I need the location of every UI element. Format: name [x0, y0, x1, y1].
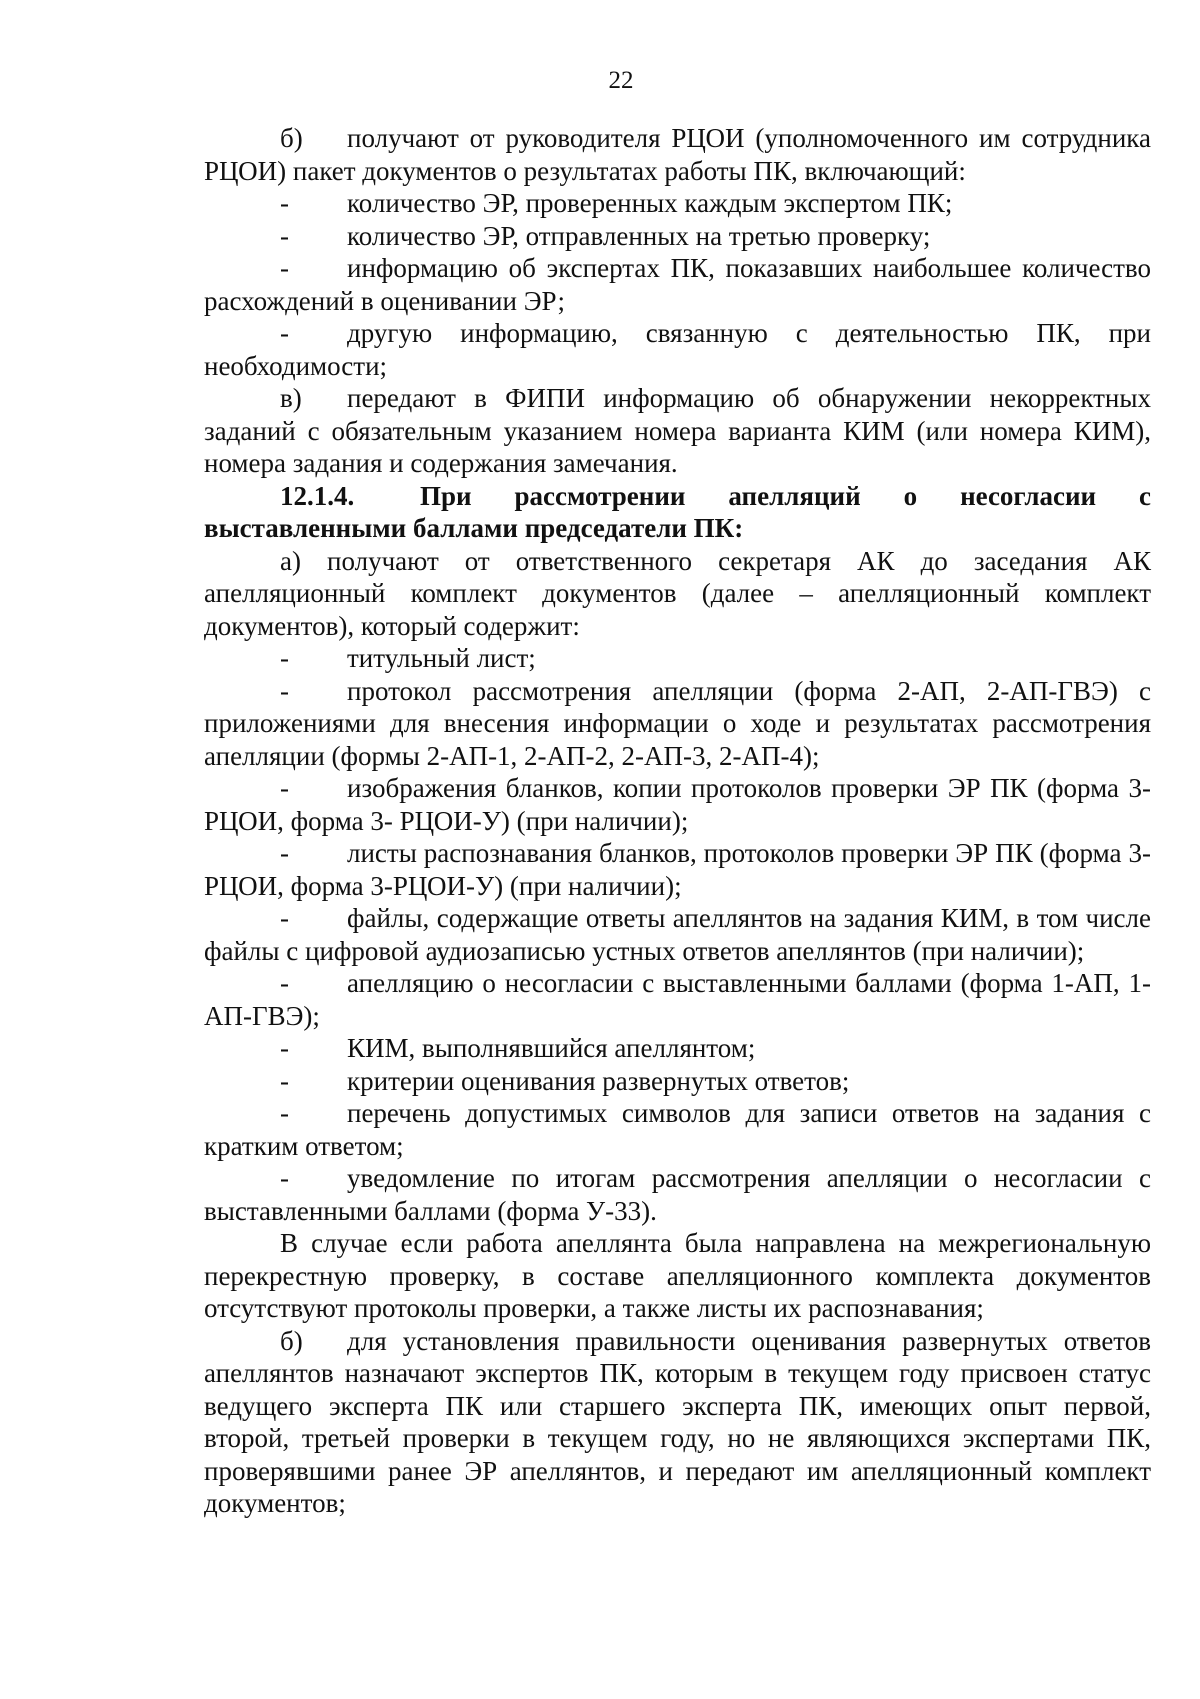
dash-marker: - [280, 188, 289, 218]
list-item-a [204, 545, 1151, 643]
item-text: информацию об экспертах ПК, показавших наибольшее количество расхождений в оценивании ЭР; [204, 253, 1151, 316]
document-body [204, 122, 1151, 1520]
dash-item [204, 837, 1151, 902]
page-number: 22 [608, 67, 634, 94]
dash-item [204, 1097, 1151, 1162]
section-number: 12.1.4. [280, 480, 355, 511]
dash-marker: - [280, 220, 289, 251]
item-text: файлы, содержащие ответы апеллянтов на задания КИМ, в том числе файлы с цифровой аудиозаписью устных ответов апеллянтов (при наличии); [204, 903, 1151, 966]
list-item-v [204, 382, 1151, 480]
dash-item [204, 187, 1151, 220]
item-text: получают от руководителя РЦОИ (уполномоченного им сотрудника РЦОИ) пакет документов о результатах работы ПК, включающий: [204, 123, 1151, 186]
dash-item [204, 1032, 1151, 1065]
item-text: уведомление по итогам рассмотрения апелляции о несогласии с выставленными баллами (форма У-33). [204, 1163, 1151, 1226]
item-text: а) получают от ответственного секретаря АК до заседания АК апелляционный комплект документов (далее – апелляционный комплект документов), который содержит: [204, 545, 1151, 641]
item-text: для установления правильности оценивания развернутых ответов апеллянтов назначают экспертов ПК, которым в текущем году присвоен статус ведущего эксперта ПК или старшего эксперта ПК, имеющих опыт первой, второй, третьей проверки в текущем году, но не являющихся экспертами ПК, проверявшими ранее ЭР апеллянтов, и передают им апелляционный комплект документов; [204, 1325, 1151, 1518]
list-item-b [204, 1325, 1151, 1520]
item-text: титульный лист; [347, 643, 536, 673]
item-text: листы распознавания бланков, протоколов проверки ЭР ПК (форма 3-РЦОИ, форма 3-РЦОИ-У) (при наличии); [204, 838, 1151, 901]
dash-marker: - [280, 773, 289, 803]
item-text: передают в ФИПИ информацию об обнаружении некорректных заданий с обязательным указанием номера варианта КИМ (или номера КИМ), номера задания и содержания замечания. [204, 383, 1151, 478]
section-heading [204, 480, 1151, 545]
item-text: критерии оценивания развернутых ответов; [347, 1065, 850, 1096]
paragraph-text: В случае если работа апеллянта была направлена на межрегиональную перекрестную проверку, в составе апелляционного комплекта документов отсутствуют протоколы проверки, а также листы их распознавания; [204, 1228, 1151, 1323]
dash-marker: - [280, 838, 289, 868]
dash-marker: - [280, 675, 289, 706]
dash-marker: - [280, 253, 289, 283]
dash-marker: - [280, 643, 289, 673]
dash-item [204, 642, 1151, 675]
dash-item [204, 317, 1151, 382]
dash-item [204, 220, 1151, 253]
dash-marker: - [280, 903, 289, 933]
item-text: изображения бланков, копии протоколов проверки ЭР ПК (форма 3-РЦОИ, форма 3- РЦОИ-У) (при наличии); [204, 773, 1151, 836]
item-text: количество ЭР, отправленных на третью проверку; [347, 220, 931, 251]
dash-marker: - [280, 1163, 289, 1193]
section-heading-text: При рассмотрении апелляций о несогласии с выставленными баллами председатели ПК: [204, 480, 1151, 543]
dash-item [204, 902, 1151, 967]
dash-marker: - [280, 1098, 289, 1128]
dash-item [204, 967, 1151, 1032]
item-text: КИМ, выполнявшийся апеллянтом; [347, 1033, 756, 1063]
dash-item [204, 772, 1151, 837]
item-marker: б) [280, 123, 303, 153]
item-text: количество ЭР, проверенных каждым экспертом ПК; [347, 188, 953, 218]
item-text: протокол рассмотрения апелляции (форма 2-АП, 2-АП-ГВЭ) с приложениями для внесения информации о ходе и результатах рассмотрения апелляции (формы 2-АП-1, 2-АП-2, 2-АП-3, 2-АП-4); [204, 675, 1151, 771]
item-marker: в) [280, 383, 302, 413]
dash-item [204, 1162, 1151, 1227]
dash-item [204, 252, 1151, 317]
dash-marker: - [280, 968, 289, 998]
item-marker: б) [280, 1325, 303, 1356]
dash-marker: - [280, 318, 289, 348]
dash-marker: - [280, 1033, 289, 1063]
dash-item [204, 675, 1151, 773]
item-text: апелляцию о несогласии с выставленными баллами (форма 1-АП, 1-АП-ГВЭ); [204, 968, 1151, 1031]
paragraph [204, 1227, 1151, 1325]
dash-marker: - [280, 1065, 289, 1096]
dash-item [204, 1065, 1151, 1098]
item-text: перечень допустимых символов для записи ответов на задания с кратким ответом; [204, 1098, 1151, 1161]
list-item-b [204, 122, 1151, 187]
item-text: другую информацию, связанную с деятельностью ПК, при необходимости; [204, 318, 1151, 381]
